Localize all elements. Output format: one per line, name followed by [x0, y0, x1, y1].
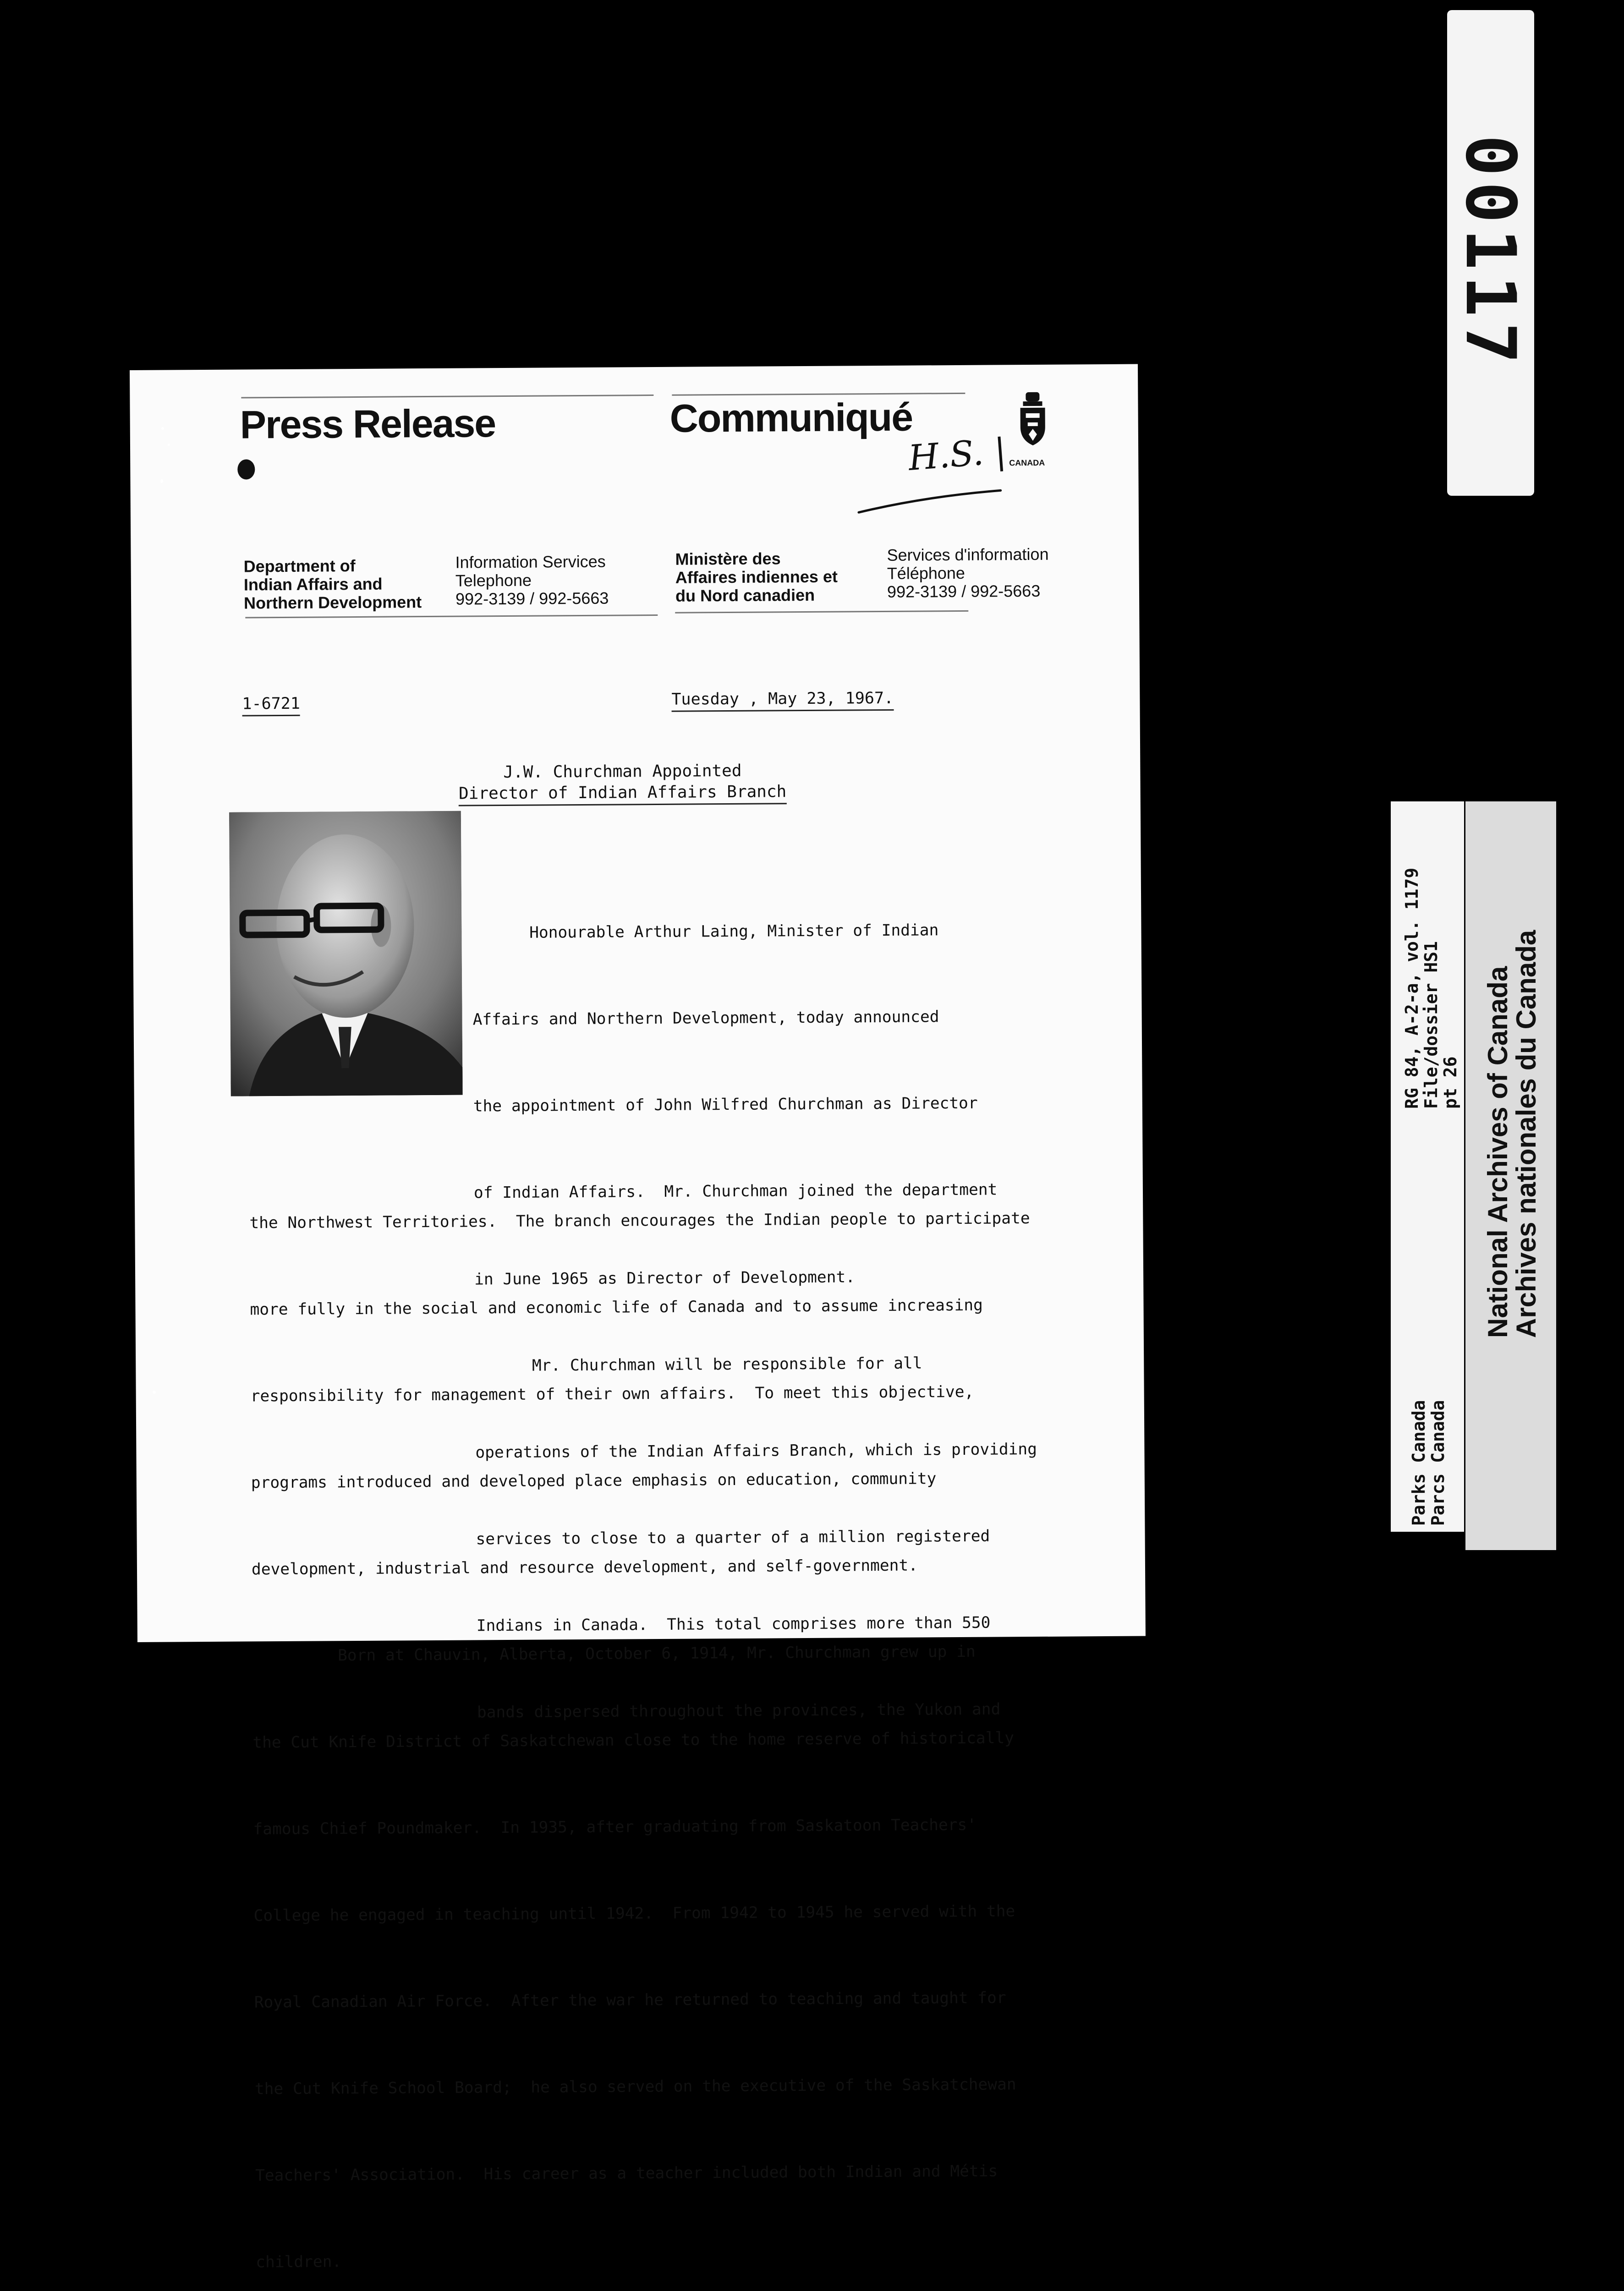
handwritten-pen-stroke: [857, 488, 1004, 516]
body-line: responsibility for management of their own affairs. To meet this objective,: [250, 1382, 974, 1406]
body-line: Mr. Churchman will be responsible for all: [475, 1354, 922, 1376]
body-line: of Indian Affairs. Mr. Churchman joined the department: [473, 1180, 998, 1202]
body-line: Indians in Canada. This total comprises more than 550: [476, 1613, 991, 1635]
body-line: the Northwest Territories. The branch encourages the Indian people to participate: [249, 1209, 1030, 1233]
press-release-page: [130, 364, 1146, 2272]
body-line: the appointment of John Wilfred Churchman as Director: [473, 1094, 978, 1116]
crest-caption: CANADA: [1009, 458, 1045, 468]
headline-line-1: J.W. Churchman Appointed: [503, 761, 742, 782]
body-line: programs introduced and developed place emphasis on education, community: [251, 1469, 937, 1492]
information-services-fr: Services d'information Téléphone 992-3139 / 992-5663: [887, 544, 1049, 601]
header-top-rule-left: [241, 395, 653, 398]
header-bottom-rule-right: [675, 610, 968, 614]
release-number: 1-6721: [242, 695, 300, 717]
headline: [118, 758, 1127, 806]
archive-reference-text: RG 84, A-2-a, vol. 1179 File/dossier HS1 pt 26: [1402, 867, 1460, 1109]
body-line: more fully in the social and economic life of Canada and to assume increasing: [250, 1296, 983, 1319]
portrait-photo: [229, 811, 463, 1096]
canadian-crest-icon: [1016, 390, 1049, 455]
body-line: Teachers' Association. His career as a teacher included both Indian and Métis: [255, 2162, 998, 2185]
frame-number: 00117: [1450, 135, 1530, 369]
body-line: Affairs and Northern Development, today announced: [472, 1008, 939, 1029]
body-line: the Cut Knife District of Saskatchewan close to the home reserve of historically: [252, 1729, 1015, 1752]
body-line: bands dispersed throughout the provinces, the Yukon and: [477, 1700, 1001, 1722]
release-date: Tuesday , May 23, 1967.: [671, 689, 894, 712]
ink-blot: [237, 459, 255, 479]
body-full-width: [249, 1146, 1037, 2291]
body-line: Royal Canadian Air Force. After the war he returned to teaching and taught for: [254, 1989, 1006, 2012]
press-release-title: Press Release: [240, 401, 496, 447]
national-archives-text: National Archives of Canada Archives nationales du Canada: [1482, 930, 1542, 1338]
body-line: operations of the Indian Affairs Branch, which is providing: [475, 1440, 1037, 1462]
body-line: College he engaged in teaching until 1942. From 1942 to 1945 he served with the: [253, 1902, 1015, 1925]
communique-title: Communiqué: [669, 395, 913, 441]
body-line: famous Chief Poundmaker. In 1935, after graduating from Saskatoon Teachers': [253, 1815, 977, 1839]
parks-canada-text: Parks Canada Parcs Canada: [1409, 1400, 1448, 1526]
header-bottom-rule-left: [245, 614, 658, 618]
body-line: development, industrial and resource development, and self-government.: [251, 1556, 918, 1579]
department-name-en: Department of Indian Affairs and Northern Development: [243, 556, 422, 613]
handwritten-file-note: H.S. |: [907, 430, 1008, 478]
body-line: the Cut Knife School Board; he also served on the executive of the Saskatchewan: [254, 2075, 1016, 2099]
headline-line-2: Director of Indian Affairs Branch: [459, 782, 787, 806]
body-line: children.: [256, 2253, 342, 2272]
department-name-fr: Ministère des Affaires indiennes et du Nord canadien: [675, 549, 838, 605]
body-line: Born at Chauvin, Alberta, October 6, 1914, Mr. Churchman grew up in: [252, 1642, 976, 1666]
body-line: services to close to a quarter of a million registered: [476, 1527, 990, 1549]
information-services-en: Information Services Telephone 992-3139 / 992-5663: [455, 552, 609, 608]
body-line: in June 1965 as Director of Development.: [474, 1268, 856, 1289]
body-line: Honourable Arthur Laing, Minister of Indian: [472, 921, 939, 943]
